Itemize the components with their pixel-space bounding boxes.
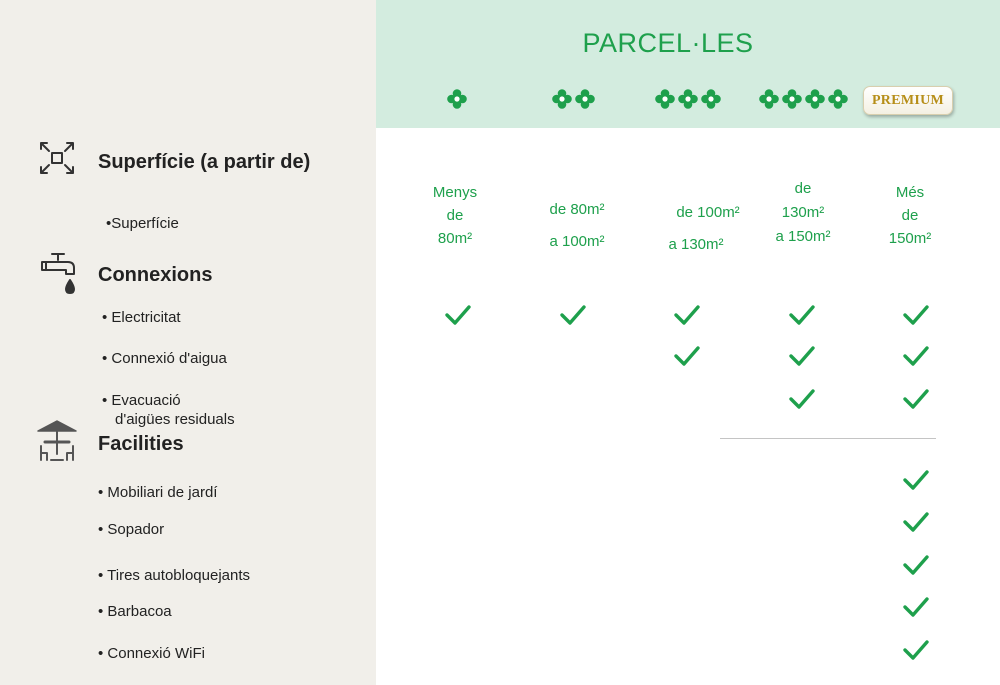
size-label-line: de (446, 207, 464, 224)
premium-badge (863, 86, 953, 115)
flower-icon (574, 88, 596, 110)
size-label-line: 130m² (781, 204, 825, 221)
check-icon (673, 344, 701, 368)
check-icon (788, 387, 816, 411)
flower-icon (804, 88, 826, 110)
check-icon (788, 344, 816, 368)
expand-arrows-icon (38, 140, 76, 181)
size-label-line: de 80m² (549, 201, 605, 218)
flower-icon (654, 88, 676, 110)
check-icon (902, 387, 930, 411)
size-label-col-4 (763, 177, 843, 249)
flower-icon (446, 88, 468, 110)
flower-icon (677, 88, 699, 110)
size-label-col-2 (537, 194, 617, 258)
feature-sopador: • Sopador (98, 521, 165, 538)
check-icon (902, 595, 930, 619)
page-title: PARCEL·LES (582, 28, 754, 58)
category-3-flowers (654, 88, 722, 114)
size-label-line: Més (895, 184, 925, 201)
flower-icon (827, 88, 849, 110)
check-icon (902, 638, 930, 662)
size-label-line: a 150m² (775, 228, 831, 245)
size-label-col-3 (650, 197, 742, 261)
feature-electricitat: • Electricitat (102, 309, 181, 326)
feature-connexio-aigua: • Connexió d'aigua (102, 350, 227, 367)
check-icon (902, 553, 930, 577)
section-title-facilities: Facilities (98, 433, 184, 455)
category-2-flowers (551, 88, 596, 114)
size-label-line: de (901, 207, 919, 224)
flower-icon (758, 88, 780, 110)
check-icon (902, 510, 930, 534)
size-label-line: de 100m² (676, 204, 740, 221)
flower-icon (700, 88, 722, 110)
check-icon (788, 303, 816, 327)
size-label-line: a 100m² (549, 233, 605, 250)
category-4-flowers (758, 88, 849, 114)
size-label-line: 80m² (437, 230, 473, 247)
feature-surface: •Superfície (106, 215, 179, 232)
feature-aigues-residuals: d'aigües residuals (115, 411, 235, 428)
size-label-line: a 130m² (668, 236, 724, 253)
feature-mobiliari-jardi: • Mobiliari de jardí (98, 484, 218, 501)
flower-icon (551, 88, 573, 110)
category-1-flower (446, 88, 468, 114)
size-label-line: Menys (432, 184, 478, 201)
flower-icon (781, 88, 803, 110)
check-icon (673, 303, 701, 327)
premium-label: PREMIUM (871, 92, 945, 108)
feature-tires-autobloquejants: • Tires autobloquejants (98, 567, 251, 584)
section-title-connections: Connexions (98, 264, 213, 286)
size-label-line: de (794, 180, 812, 197)
section-title-surface: Superfície (a partir de) (98, 151, 311, 173)
check-icon (902, 468, 930, 492)
check-icon (559, 303, 587, 327)
check-icon (444, 303, 472, 327)
section-divider (720, 438, 936, 439)
parasol-table-icon (36, 418, 78, 467)
check-icon (902, 303, 930, 327)
size-label-line: 150m² (888, 230, 932, 247)
size-label-col-5 (875, 181, 945, 250)
feature-evacuacio: • Evacuació (102, 392, 181, 409)
size-label-col-1 (420, 181, 490, 250)
feature-barbacoa: • Barbacoa (98, 603, 172, 620)
feature-connexio-wifi: • Connexió WiFi (98, 645, 205, 662)
check-icon (902, 344, 930, 368)
water-tap-icon (38, 250, 78, 303)
